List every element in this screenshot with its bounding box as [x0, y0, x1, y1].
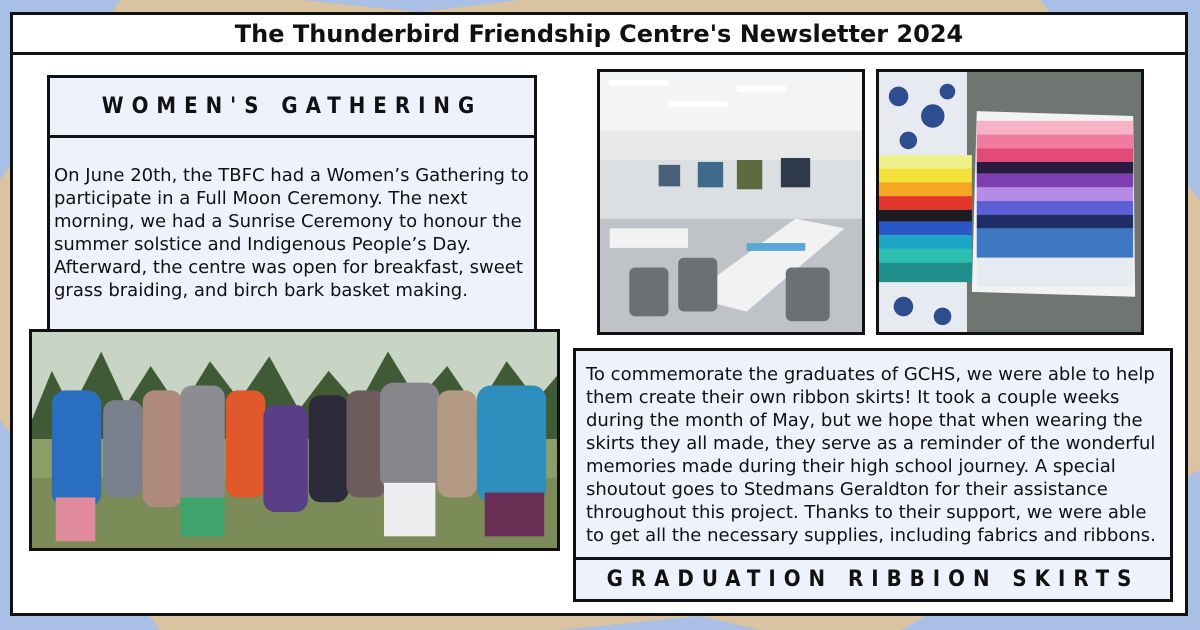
group-photo [29, 329, 560, 551]
womens-gathering-card [47, 75, 537, 333]
ribbon-skirts-photo [876, 69, 1144, 335]
womens-gathering-heading: WOMEN'S GATHERING [50, 78, 534, 138]
newsletter-frame [10, 12, 1188, 616]
womens-gathering-text: On June 20th, the TBFC had a Women’s Gathering to participate in a Full Moon Ceremony. The next morning, we had a Sunrise Ceremony to honour the summer solstice and Indigenous People’s Day. Afterward, the centre was open for breakfast, sweet grass braiding, and birch bark basket making. [54, 165, 529, 301]
newsletter-title: The Thunderbird Friendship Centre's Newsletter 2024 [13, 15, 1185, 55]
graduation-text: To commemorate the graduates of GCHS, we were able to help them create their own ribbon skirts! It took a couple weeks during the month of May, but we hope that when wearing the skirts they all made, they serve as a reminder of the wonderful memories made during their high school journey. A special shoutout goes to Stedmans Geraldton for their assistance throughout this project. Thanks to their support, we were able to get all the necessary supplies, including fabrics and ribbons. [586, 364, 1156, 546]
graduation-card [573, 348, 1173, 602]
graduation-heading: GRADUATION RIBBION SKIRTS [576, 557, 1170, 599]
classroom-photo [597, 69, 865, 335]
